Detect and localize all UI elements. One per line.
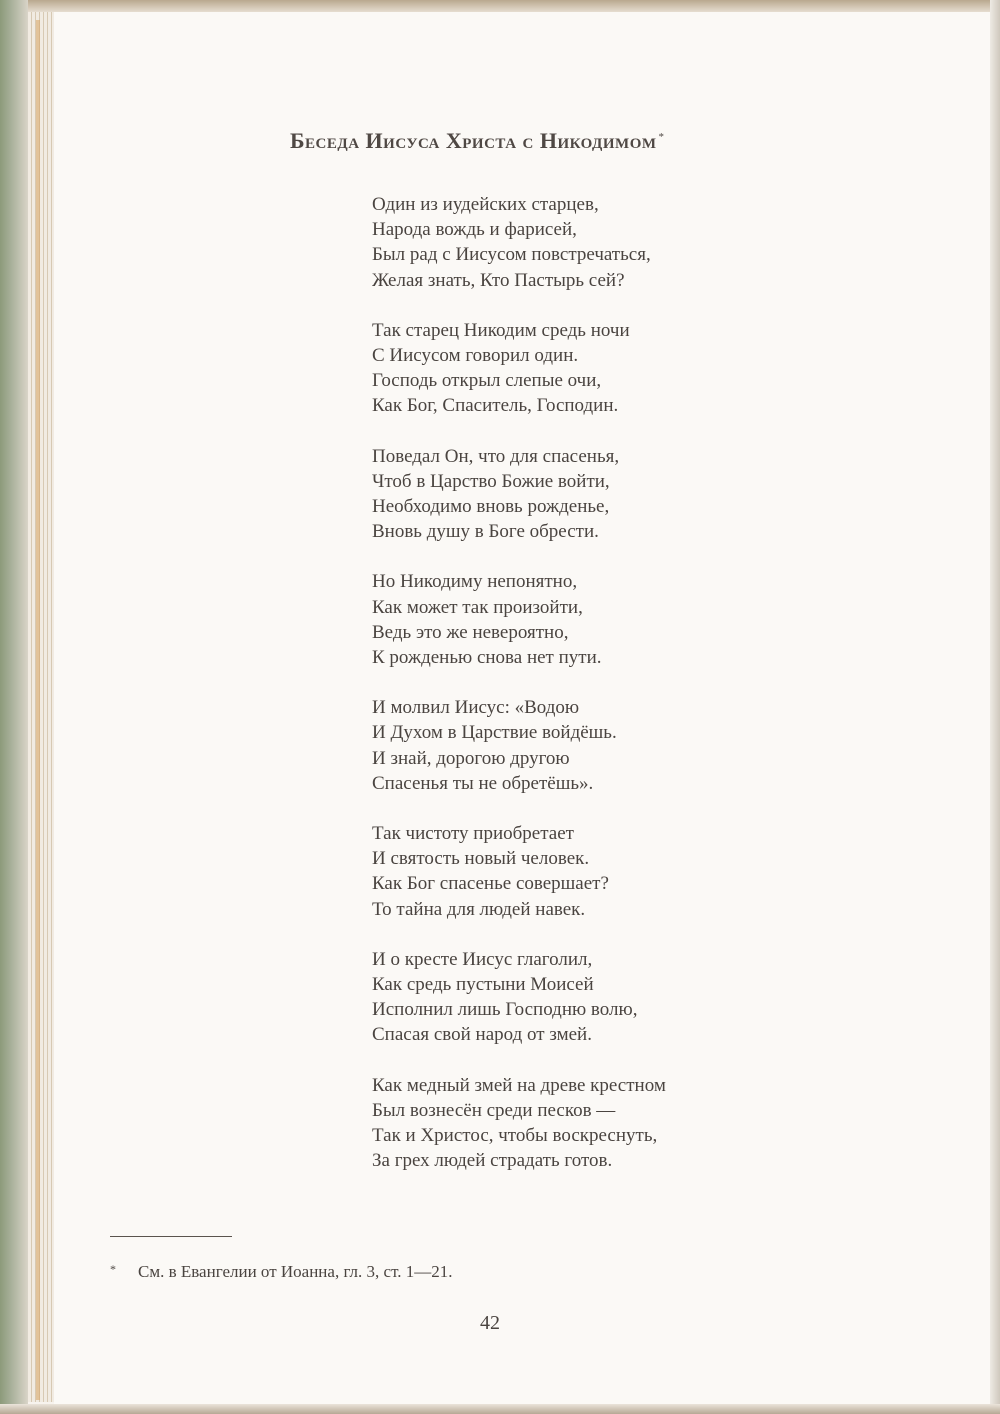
poem-line: С Иисусом говорил один. (372, 345, 579, 367)
poem-line: Спасенья ты не обретёшь». (372, 772, 594, 794)
stanza (372, 1073, 792, 1174)
poem-title (290, 128, 790, 154)
poem-line: Ведь это же невероятно, (372, 621, 569, 643)
poem-line: Так старец Никодим средь ночи (372, 319, 630, 341)
poem-title-text: Беседа Иисуса Христа с Никодимом (290, 128, 657, 153)
poem-line: И Духом в Царствие войдёшь. (372, 722, 617, 744)
poem-line: За грех людей страдать готов. (372, 1150, 613, 1172)
stanza (372, 569, 792, 670)
poem-line: Как медный змей на древе крестном (372, 1074, 666, 1096)
poem-line: Спасая свой народ от змей. (372, 1024, 592, 1046)
scan-left-edge (0, 0, 28, 1414)
poem-line: Как может так произойти, (372, 596, 583, 618)
page-stack-accent (36, 20, 40, 1400)
poem-line: Как Бог, Спаситель, Господин. (372, 395, 619, 417)
stanza (372, 318, 792, 419)
poem-line: К рожденью снова нет пути. (372, 647, 602, 669)
poem-line: Желая знать, Кто Пастырь сей? (372, 269, 625, 291)
poem-line: Господь открыл слепые очи, (372, 370, 602, 392)
poem-line: Как Бог спасенье совершает? (372, 873, 609, 895)
poem-line: И о кресте Иисус глаголил, (372, 948, 593, 970)
scan-right-edge (990, 0, 1000, 1414)
stanza (372, 947, 792, 1048)
poem-line: Был рад с Иисусом повстречаться, (372, 244, 651, 266)
poem-line: Был вознесён среди песков — (372, 1099, 616, 1121)
stanza (372, 444, 792, 545)
footnote-marker: * (110, 1262, 116, 1276)
poem-line: И знай, дорогою другою (372, 747, 570, 769)
scan-bottom-edge (0, 1404, 1000, 1414)
poem-line: Но Никодиму непонятно, (372, 571, 578, 593)
footnote-text: См. в Евангелии от Иоанна, гл. 3, ст. 1—21. (138, 1262, 453, 1281)
poem-line: Поведал Он, что для спасенья, (372, 445, 620, 467)
poem-body (372, 192, 792, 1199)
stanza (372, 695, 792, 796)
page-stack-edge (28, 12, 54, 1402)
stanza (372, 821, 792, 922)
poem-line: Народа вождь и фарисей, (372, 219, 577, 241)
poem-line: И святость новый человек. (372, 848, 590, 870)
poem-line: Как средь пустыни Моисей (372, 974, 594, 996)
poem-line: Так и Христос, чтобы воскреснуть, (372, 1125, 658, 1147)
poem-line: Необходимо вновь рожденье, (372, 496, 610, 518)
poem-line: И молвил Иисус: «Водою (372, 697, 580, 719)
poem-line: Чтоб в Царство Божие войти, (372, 470, 610, 492)
title-footnote-marker: * (658, 130, 665, 143)
scan-top-edge (0, 0, 1000, 12)
poem-line: То тайна для людей навек. (372, 898, 586, 920)
poem-line: Исполнил лишь Господню волю, (372, 999, 638, 1021)
stanza (372, 192, 792, 293)
footnote (110, 1262, 710, 1282)
footnote-divider (110, 1236, 232, 1237)
poem-line: Один из иудейских старцев, (372, 194, 599, 215)
poem-line: Вновь душу в Боге обрести. (372, 521, 599, 543)
page-number: 42 (480, 1312, 500, 1334)
poem-line: Так чистоту приобретает (372, 823, 574, 845)
